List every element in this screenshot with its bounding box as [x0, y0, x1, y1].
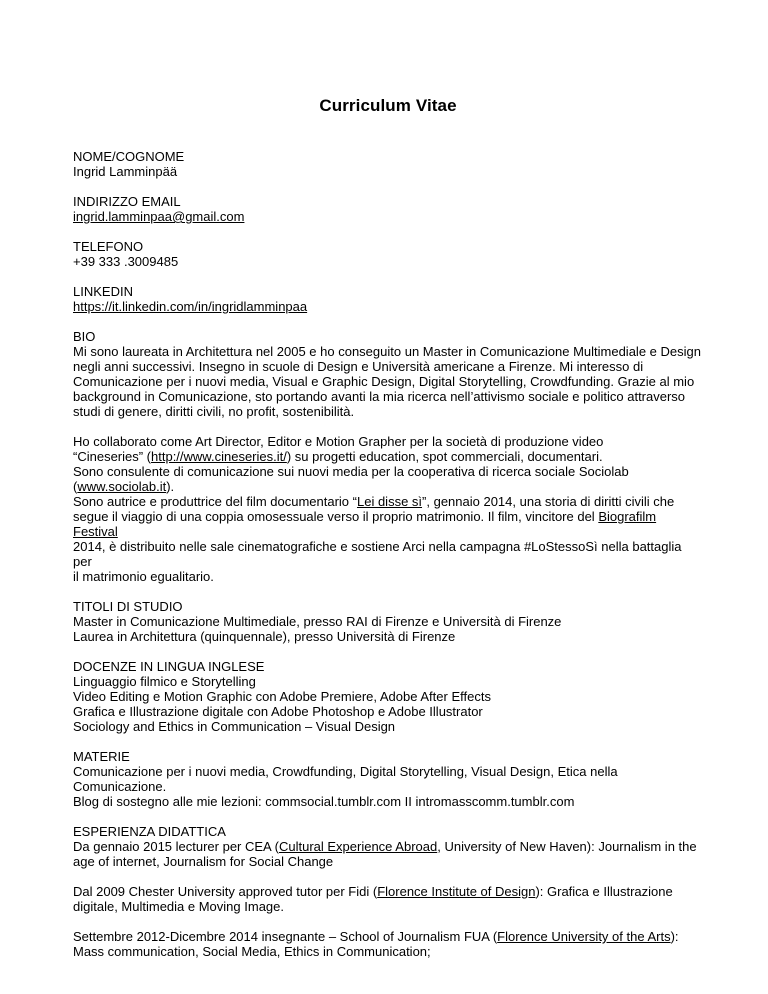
- esperienza-line: [73, 884, 703, 899]
- esperienza-text: ):: [670, 929, 679, 944]
- cineseries-link[interactable]: http://www.cineseries.it/: [151, 449, 287, 464]
- materie-item: Comunicazione.: [73, 779, 167, 794]
- bio-text: Sono autrice e produttrice del film documentario “: [73, 494, 357, 509]
- bio-text-line: Comunicazione per i nuovi media, Visual e Graphic Design, Digital Storytelling, Crowdfunding. Grazie al mio: [73, 374, 695, 389]
- bio-text-line: [73, 494, 703, 509]
- section-titoli: [73, 599, 703, 644]
- esperienza-label: ESPERIENZA DIDATTICA: [73, 824, 226, 839]
- linkedin-label: LINKEDIN: [73, 284, 133, 299]
- esperienza-text: Settembre 2012-Dicembre 2014 insegnante – School of Journalism FUA (: [73, 929, 498, 944]
- docenze-label: DOCENZE IN LINGUA INGLESE: [73, 659, 265, 674]
- fua-link[interactable]: Florence University of the Arts: [497, 929, 671, 944]
- section-docenze: [73, 659, 703, 734]
- esperienza-text: Dal 2009 Chester University approved tutor per Fidi (: [73, 884, 378, 899]
- esperienza-line: digitale, Multimedia e Moving Image.: [73, 899, 284, 914]
- section-email: [73, 194, 703, 224]
- materie-item: Blog di sostegno alle mie lezioni: commsocial.tumblr.com II intromasscomm.tumblr.com: [73, 794, 575, 809]
- linkedin-link[interactable]: https://it.linkedin.com/in/ingridlamminpaa: [73, 299, 308, 314]
- fidi-link[interactable]: Florence Institute of Design: [377, 884, 536, 899]
- bio-text: ) su progetti education, spot commerciali, documentari.: [286, 449, 603, 464]
- titoli-label: TITOLI DI STUDIO: [73, 599, 183, 614]
- nome-label: NOME/COGNOME: [73, 149, 185, 164]
- bio-text-line: negli anni successivi. Insegno in scuole di Design e Università americane a Firenze. Mi interesso di: [73, 359, 644, 374]
- bio-text-line: [73, 509, 703, 539]
- titoli-item: Laurea in Architettura (quinquennale), presso Università di Firenze: [73, 629, 456, 644]
- bio-text-line: Ho collaborato come Art Director, Editor e Motion Grapher per la società di produzione video: [73, 434, 604, 449]
- esperienza-line: [73, 839, 703, 854]
- bio-text-line: 2014, è distribuito nelle sale cinematografiche e sostiene Arci nella campagna #LoStessoSì nella battaglia per: [73, 539, 682, 569]
- bio-text-line: background in Comunicazione, sto portando avanti la mia ricerca nell’attivismo sociale e politico attraverso: [73, 389, 686, 404]
- sociolab-link[interactable]: www.sociolab.it: [77, 479, 167, 494]
- esperienza-text: , University of New Haven): Journalism in the: [437, 839, 697, 854]
- section-materie: [73, 749, 703, 809]
- docenze-item: Sociology and Ethics in Communication – Visual Design: [73, 719, 396, 734]
- section-nome: [73, 149, 703, 179]
- bio-text-line: [73, 479, 703, 494]
- telefono-value: +39 333 .3009485: [73, 254, 179, 269]
- bio-text-line: Sono consulente di comunicazione sui nuovi media per la cooperativa di ricerca sociale Sociolab: [73, 464, 629, 479]
- bio-text-line: [73, 449, 703, 464]
- esperienza-text: Da gennaio 2015 lecturer per CEA (: [73, 839, 279, 854]
- page-title: Curriculum Vitae: [319, 96, 457, 115]
- section-esperienza: [73, 824, 703, 959]
- bio-text: ”, gennaio 2014, una storia di diritti civili che: [422, 494, 675, 509]
- bio-text: ).: [166, 479, 175, 494]
- bio-label: BIO: [73, 329, 96, 344]
- esperienza-text: ): Grafica e Illustrazione: [535, 884, 673, 899]
- cea-link[interactable]: Cultural Experience Abroad: [278, 839, 438, 854]
- cv-page: [73, 96, 703, 974]
- bio-text: segue il viaggio di una coppia omosessuale verso il proprio matrimonio. Il film, vincitore del: [73, 509, 599, 524]
- section-bio: [73, 329, 703, 584]
- nome-value: Ingrid Lamminpää: [73, 164, 178, 179]
- email-link[interactable]: ingrid.lamminpaa@gmail.com: [73, 209, 245, 224]
- bio-text-line: Mi sono laureata in Architettura nel 2005 e ho conseguito un Master in Comunicazione Multimediale e Design: [73, 344, 701, 359]
- bio-text: (: [73, 479, 78, 494]
- docenze-item: Video Editing e Motion Graphic con Adobe Premiere, Adobe After Effects: [73, 689, 491, 704]
- docenze-item: Linguaggio filmico e Storytelling: [73, 674, 256, 689]
- bio-text-line: il matrimonio egualitario.: [73, 569, 214, 584]
- esperienza-line: Mass communication, Social Media, Ethics in Communication;: [73, 944, 431, 959]
- bio-text-line: studi di genere, diritti civili, no profit, sostenibilità.: [73, 404, 355, 419]
- telefono-label: TELEFONO: [73, 239, 144, 254]
- biografilm-link[interactable]: Biografilm Festival: [73, 509, 657, 539]
- bio-text: “Cineseries” (: [73, 449, 152, 464]
- email-label: INDIRIZZO EMAIL: [73, 194, 181, 209]
- titoli-item: Master in Comunicazione Multimediale, presso RAI di Firenze e Università di Firenze: [73, 614, 562, 629]
- esperienza-line: [73, 929, 703, 944]
- section-linkedin: [73, 284, 703, 314]
- docenze-item: Grafica e Illustrazione digitale con Adobe Photoshop e Adobe Illustrator: [73, 704, 483, 719]
- esperienza-line: age of internet, Journalism for Social Change: [73, 854, 334, 869]
- materie-label: MATERIE: [73, 749, 130, 764]
- section-telefono: [73, 239, 703, 269]
- lei-disse-si-link[interactable]: Lei disse sì: [356, 494, 423, 509]
- materie-item: Comunicazione per i nuovi media, Crowdfunding, Digital Storytelling, Visual Design, Etica nella: [73, 764, 618, 779]
